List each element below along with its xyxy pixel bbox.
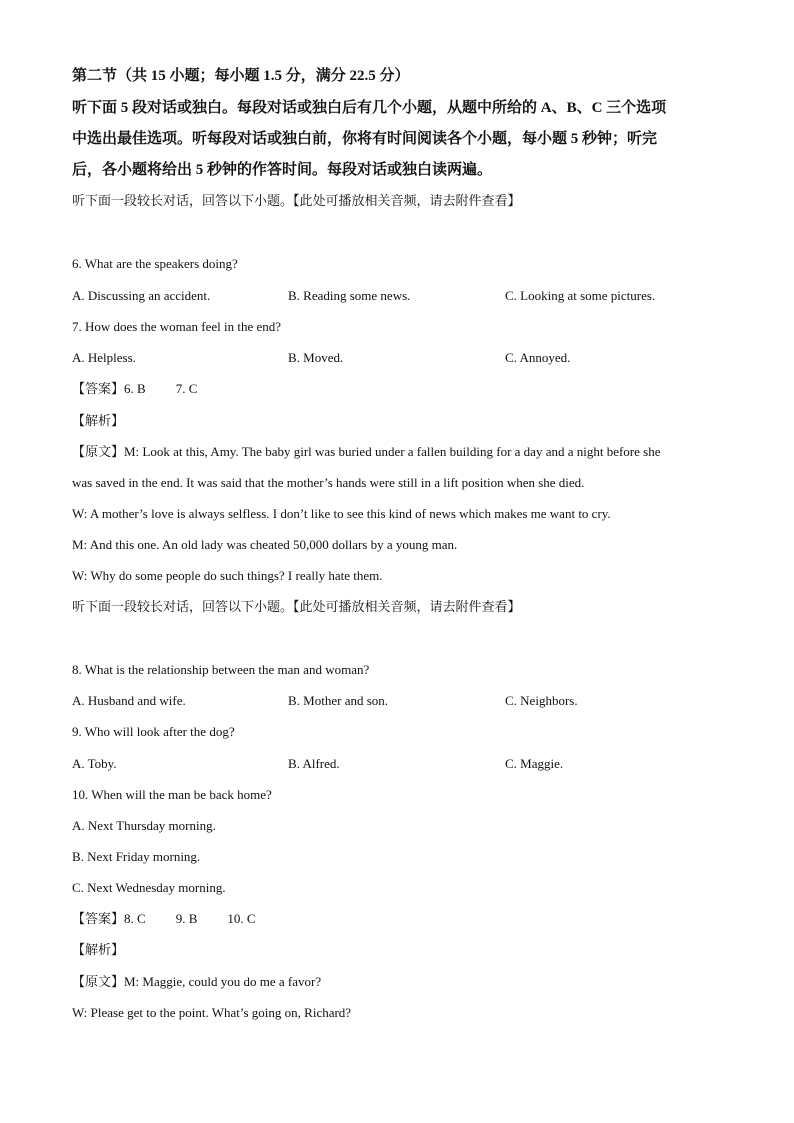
analysis-label: 【解析】	[72, 413, 125, 428]
transcript-line-2: W: Please get to the point. What’s going on, Richard?	[72, 1005, 352, 1020]
section-title: 第二节（共 15 小题；每小题 1.5 分，满分 22.5 分）	[72, 68, 410, 84]
question-7: 7. How does the woman feel in the end?	[72, 319, 282, 334]
q7-option-c: C. Annoyed.	[505, 350, 571, 365]
q9-option-c: C. Maggie.	[505, 756, 564, 771]
q10-option-a: A. Next Thursday morning.	[72, 818, 216, 833]
q8-option-b: B. Mother and son.	[288, 693, 389, 708]
instruction-line-2: 中选出最佳选项。听每段对话或独白前，你将有时间阅读各个小题，每小题 5 秒钟；听完	[72, 131, 658, 147]
transcript-line-4: M: And this one. An old lady was cheated 50,000 dollars by a young man.	[72, 537, 458, 552]
question-9: 9. Who will look after the dog?	[72, 724, 235, 739]
question-6: 6. What are the speakers doing?	[72, 256, 238, 271]
listening-prompt: 听下面一段较长对话，回答以下小题。【此处可播放相关音频，请去附件查看】	[72, 599, 521, 614]
transcript-line-2: was saved in the end. It was said that the mother’s hands were still in a lift position when she died.	[72, 475, 585, 490]
answer-label: 【答案】	[72, 381, 125, 396]
q6-option-a: A. Discussing an accident.	[72, 288, 211, 303]
q7-option-b: B. Moved.	[288, 350, 344, 365]
answer-7: 7. C	[175, 381, 198, 396]
q10-option-c: C. Next Wednesday morning.	[72, 880, 226, 895]
instruction-line-3: 后，各小题将给出 5 秒钟的作答时间。每段对话或独白读两遍。	[72, 162, 493, 178]
question-8: 8. What is the relationship between the man and woman?	[72, 662, 370, 677]
instruction-line-1: 听下面 5 段对话或独白。每段对话或独白后有几个小题，从题中所给的 A、B、C 三个选项	[72, 100, 667, 116]
question-10: 10. When will the man be back home?	[72, 787, 272, 802]
transcript-line-5: W: Why do some people do such things? I really hate them.	[72, 568, 383, 583]
q7-option-a: A. Helpless.	[72, 350, 136, 365]
q9-option-b: B. Alfred.	[288, 756, 340, 771]
answer-9: 9. B	[175, 911, 198, 926]
listening-prompt: 听下面一段较长对话，回答以下小题。【此处可播放相关音频，请去附件查看】	[72, 193, 521, 208]
answer-6: 6. B	[124, 381, 146, 396]
answer-line	[72, 381, 197, 397]
q10-option-b: B. Next Friday morning.	[72, 849, 201, 864]
transcript-line-1: 【原文】M: Maggie, could you do me a favor?	[72, 974, 322, 989]
q8-option-c: C. Neighbors.	[505, 693, 578, 708]
q9-option-a: A. Toby.	[72, 756, 117, 771]
analysis-label: 【解析】	[72, 942, 125, 957]
answer-label: 【答案】	[72, 911, 125, 926]
q8-option-a: A. Husband and wife.	[72, 693, 186, 708]
q6-option-b: B. Reading some news.	[288, 288, 411, 303]
q6-option-c: C. Looking at some pictures.	[505, 288, 656, 303]
transcript-line-3: W: A mother’s love is always selfless. I don’t like to see this kind of news which makes me want to cry.	[72, 506, 611, 521]
answer-8: 8. C	[124, 911, 146, 926]
transcript-line-1: 【原文】M: Look at this, Amy. The baby girl was buried under a fallen building for a day and a night before she	[72, 444, 661, 459]
answer-line	[72, 911, 256, 927]
answer-10: 10. C	[227, 911, 256, 926]
